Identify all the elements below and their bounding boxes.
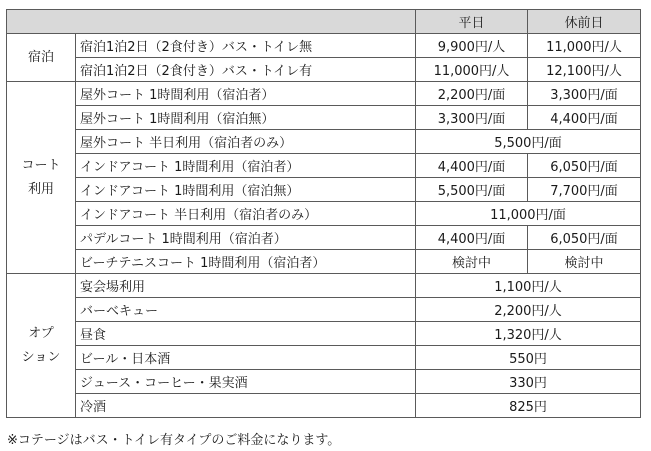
- table-row: [7, 58, 641, 82]
- table-row: [7, 154, 641, 178]
- table-row: [7, 130, 641, 154]
- item-name: 冷酒: [76, 394, 416, 418]
- table-row: [7, 274, 641, 298]
- price-table: [6, 9, 641, 418]
- table-row: [7, 370, 641, 394]
- price-cell: 2,200円/人: [416, 298, 641, 322]
- item-name: 屋外コート 1時間利用（宿泊無）: [76, 106, 416, 130]
- item-name: インドアコート 1時間利用（宿泊無）: [76, 178, 416, 202]
- header-holiday-eve: 休前日: [528, 10, 641, 34]
- header-row: [7, 10, 641, 34]
- table-row: [7, 346, 641, 370]
- item-name: ビーチテニスコート 1時間利用（宿泊者）: [76, 250, 416, 274]
- table-row: [7, 178, 641, 202]
- category-label: 利用: [27, 181, 54, 197]
- item-name: ビール・日本酒: [76, 346, 416, 370]
- item-name: 昼食: [76, 322, 416, 346]
- header-blank-cell: [7, 10, 416, 34]
- price-cell: 11,000円/面: [416, 202, 641, 226]
- holiday-eve-price: 3,300円/面: [528, 82, 641, 106]
- item-name: パデルコート 1時間利用（宿泊者）: [76, 226, 416, 250]
- price-cell: 1,100円/人: [416, 274, 641, 298]
- category-label: オプ: [28, 325, 54, 341]
- item-name: 宿泊1泊2日（2食付き）バス・トイレ無: [76, 34, 416, 58]
- price-cell: 330円: [416, 370, 641, 394]
- price-cell: 550円: [416, 346, 641, 370]
- holiday-eve-price: 4,400円/面: [528, 106, 641, 130]
- weekday-price: 4,400円/面: [416, 154, 528, 178]
- weekday-price: 検討中: [416, 250, 528, 274]
- price-table-body: [7, 10, 641, 418]
- weekday-price: 11,000円/人: [416, 58, 528, 82]
- price-cell: 825円: [416, 394, 641, 418]
- category-label: 宿泊: [27, 49, 54, 65]
- item-name: インドアコート 1時間利用（宿泊者）: [76, 154, 416, 178]
- category-cell: [7, 274, 76, 418]
- holiday-eve-price: 11,000円/人: [528, 34, 641, 58]
- price-cell: 5,500円/面: [416, 130, 641, 154]
- table-row: [7, 394, 641, 418]
- table-row: [7, 298, 641, 322]
- item-name: 屋外コート 半日利用（宿泊者のみ）: [76, 130, 416, 154]
- table-row: [7, 226, 641, 250]
- holiday-eve-price: 7,700円/面: [528, 178, 641, 202]
- category-label: コート: [21, 157, 61, 173]
- weekday-price: 9,900円/人: [416, 34, 528, 58]
- category-cell: [7, 34, 76, 82]
- weekday-price: 3,300円/面: [416, 106, 528, 130]
- item-name: 宿泊1泊2日（2食付き）バス・トイレ有: [76, 58, 416, 82]
- holiday-eve-price: 6,050円/面: [528, 226, 641, 250]
- item-name: インドアコート 半日利用（宿泊者のみ）: [76, 202, 416, 226]
- holiday-eve-price: 検討中: [528, 250, 641, 274]
- price-cell: 1,320円/人: [416, 322, 641, 346]
- weekday-price: 5,500円/面: [416, 178, 528, 202]
- table-row: [7, 322, 641, 346]
- weekday-price: 2,200円/面: [416, 82, 528, 106]
- item-name: 宴会場利用: [76, 274, 416, 298]
- table-row: [7, 202, 641, 226]
- category-cell: [7, 82, 76, 274]
- table-row: [7, 82, 641, 106]
- holiday-eve-price: 6,050円/面: [528, 154, 641, 178]
- category-label: ション: [21, 349, 61, 365]
- weekday-price: 4,400円/面: [416, 226, 528, 250]
- item-name: 屋外コート 1時間利用（宿泊者）: [76, 82, 416, 106]
- header-weekday: 平日: [416, 10, 528, 34]
- item-name: ジュース・コーヒー・果実酒: [76, 370, 416, 394]
- holiday-eve-price: 12,100円/人: [528, 58, 641, 82]
- table-row: [7, 250, 641, 274]
- item-name: バーベキュー: [76, 298, 416, 322]
- footnote: ※コテージはバス・トイレ有タイプのご料金になります。: [7, 433, 341, 448]
- table-row: [7, 34, 641, 58]
- table-row: [7, 106, 641, 130]
